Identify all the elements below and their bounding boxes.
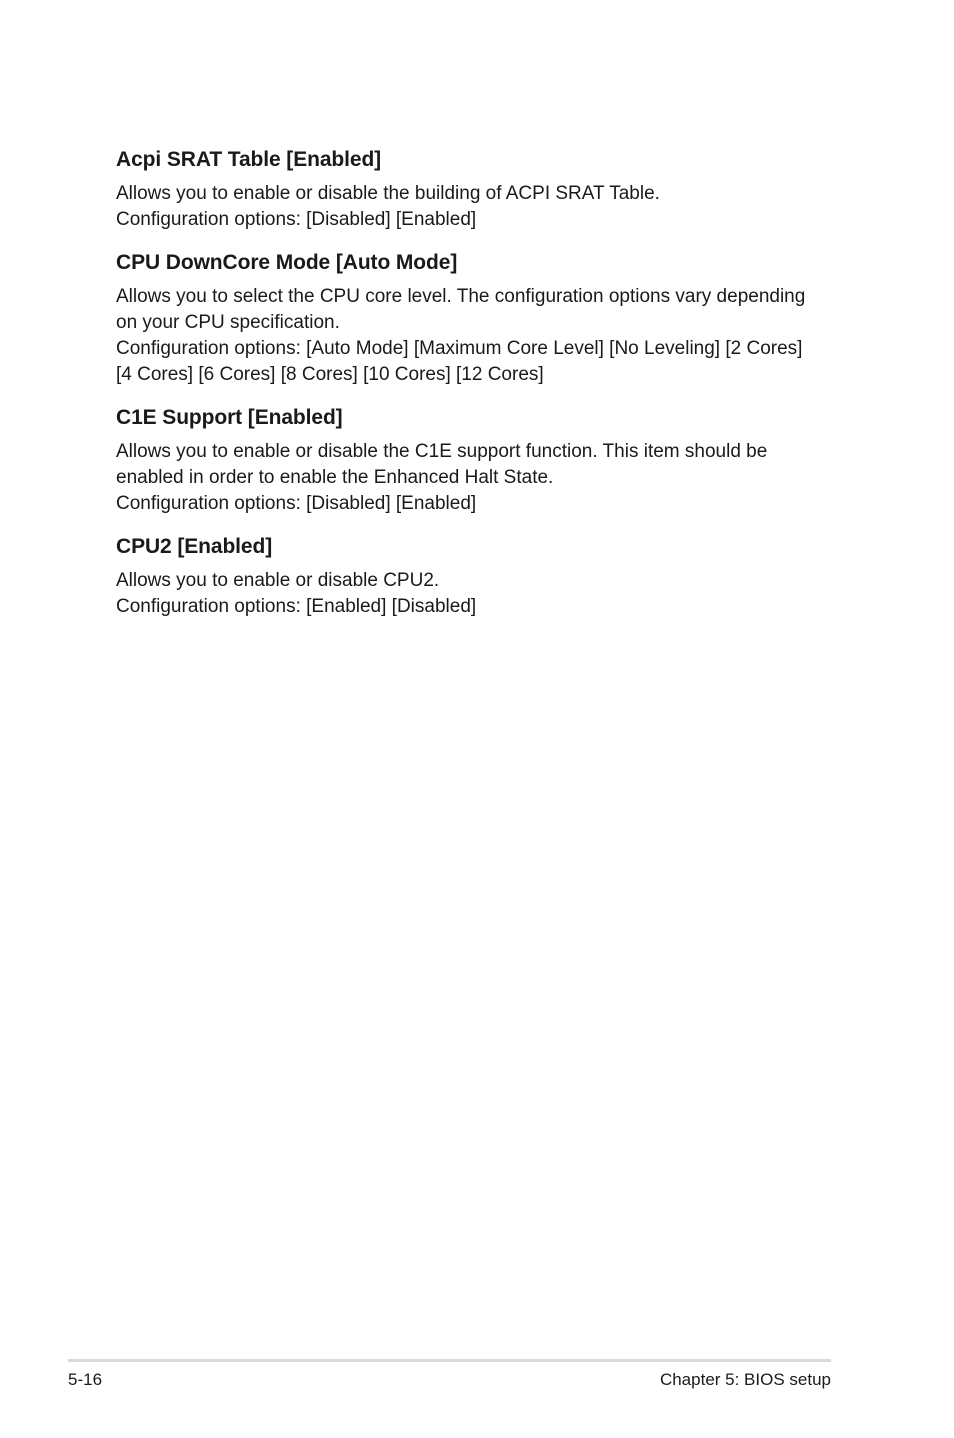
section-cpu2: [116, 533, 836, 620]
description-line: Allows you to enable or disable the building of ACPI SRAT Table.: [116, 183, 660, 204]
section-cpu-downcore-mode: [116, 249, 836, 388]
description-line: [4 Cores] [6 Cores] [8 Cores] [10 Cores] [12 Cores]: [116, 364, 544, 385]
section-acpi-srat-table: [116, 146, 836, 233]
description-line: Allows you to select the CPU core level. The configuration options vary depending: [116, 286, 806, 307]
description-line: Configuration options: [Enabled] [Disabled]: [116, 596, 477, 617]
section-title: CPU2 [Enabled]: [116, 535, 273, 558]
section-c1e-support: [116, 404, 836, 517]
section-description: [116, 284, 836, 388]
description-line: Configuration options: [Disabled] [Enabled]: [116, 209, 477, 230]
description-line: Allows you to enable or disable CPU2.: [116, 570, 440, 591]
description-line: on your CPU specification.: [116, 312, 340, 333]
page-content: [116, 146, 836, 636]
section-title: C1E Support [Enabled]: [116, 406, 343, 429]
section-description: [116, 568, 836, 620]
section-title: CPU DownCore Mode [Auto Mode]: [116, 251, 458, 274]
description-line: Configuration options: [Disabled] [Enabled]: [116, 493, 477, 514]
section-title: Acpi SRAT Table [Enabled]: [116, 148, 382, 171]
footer-page-number: 5-16: [68, 1370, 103, 1389]
section-description: [116, 181, 836, 233]
section-description: [116, 439, 836, 517]
footer-chapter-title: Chapter 5: BIOS setup: [659, 1370, 831, 1389]
description-line: enabled in order to enable the Enhanced Halt State.: [116, 467, 554, 488]
description-line: Allows you to enable or disable the C1E support function. This item should be: [116, 441, 768, 462]
description-line: Configuration options: [Auto Mode] [Maximum Core Level] [No Leveling] [2 Cores]: [116, 338, 803, 359]
footer-divider: [68, 1359, 831, 1362]
